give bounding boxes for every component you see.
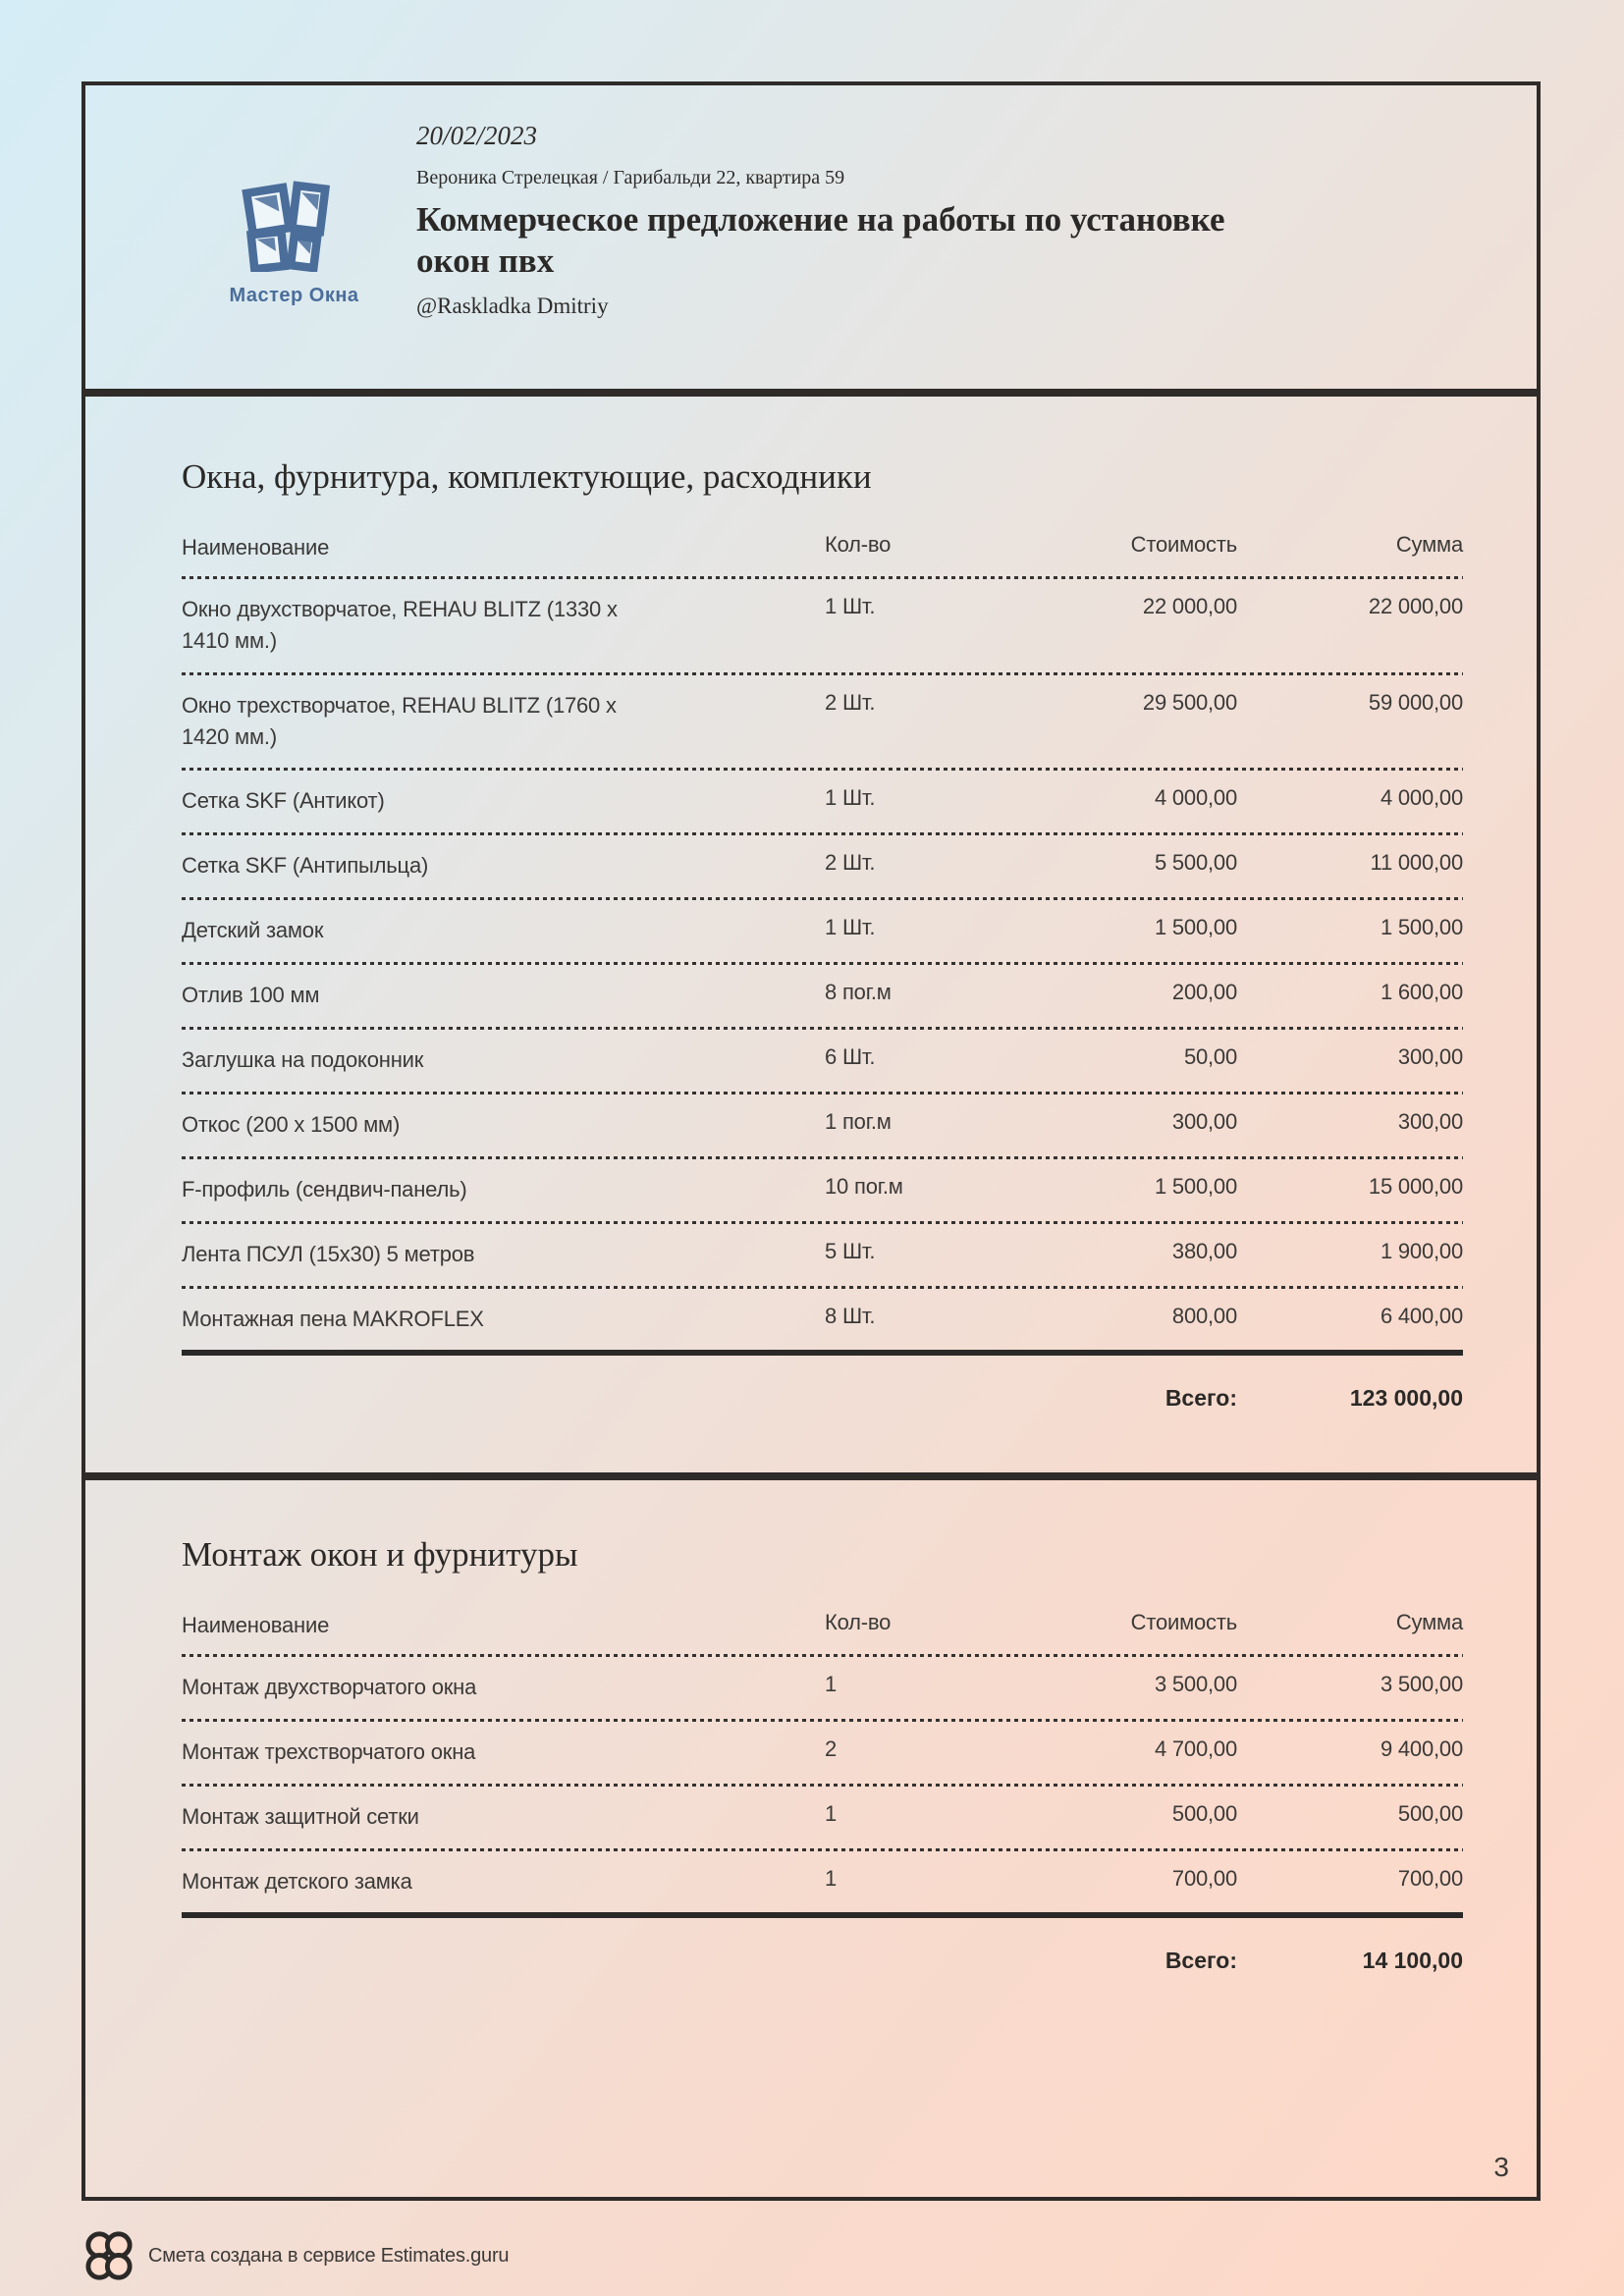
total-value: 14 100,00 <box>1362 1948 1463 1974</box>
table-cell: 1 500,00 <box>1154 915 1237 940</box>
table-cell: Лента ПСУЛ (15х30) 5 метров <box>182 1241 475 1266</box>
table-cell: 700,00 <box>1397 1865 1463 1891</box>
table-cell: Монтажная пена MAKROFLEX <box>182 1306 484 1331</box>
table-row <box>182 579 1463 675</box>
table-cell: 4 000,00 <box>1380 785 1463 811</box>
table-cell: 700,00 <box>1171 1865 1237 1891</box>
table-cell: 22 000,00 <box>1368 593 1463 618</box>
table-cell: 10 пог.м <box>825 1173 903 1199</box>
table-cell: 1 Шт. <box>825 785 876 811</box>
header-right <box>405 121 1497 319</box>
table-cell: 4 700,00 <box>1154 1735 1237 1761</box>
table-row <box>182 900 1463 965</box>
header <box>81 81 1541 393</box>
footer-text: Смета создана в сервисе Estimates.guru <box>148 2244 510 2267</box>
table-cell: 1 Шт. <box>825 915 876 940</box>
total-row <box>182 1948 1463 1974</box>
table-cell: 59 000,00 <box>1368 689 1463 715</box>
master-okna-logo-icon <box>237 178 352 272</box>
table-cell: 380,00 <box>1171 1238 1237 1263</box>
table-cell: 8 пог.м <box>825 980 892 1005</box>
client-info: Вероника Стрелецкая / Гарибальди 22, квартира 59 <box>416 167 845 188</box>
table-cell: 9 400,00 <box>1380 1735 1463 1761</box>
table-cell: Сетка SKF (Антикот) <box>182 788 385 814</box>
column-header: Сумма <box>1395 1610 1463 1634</box>
total-row <box>182 1385 1463 1412</box>
table-cell: 29 500,00 <box>1142 689 1237 715</box>
table-cell: 3 500,00 <box>1380 1671 1463 1696</box>
table-row <box>182 1722 1463 1787</box>
table-row <box>182 965 1463 1030</box>
table-cell: 2 <box>825 1735 838 1761</box>
document-date: 20/02/2023 <box>416 121 538 150</box>
table-cell: 1 <box>825 1671 838 1696</box>
table-cell: Отлив 100 мм <box>182 983 320 1008</box>
column-header: Кол-во <box>825 532 892 557</box>
section-title: Окна, фурнитура, комплектующие, расходники <box>182 457 872 496</box>
table-row <box>182 835 1463 900</box>
total-divider <box>182 1350 1463 1356</box>
estimates-guru-clover-icon <box>83 2230 135 2281</box>
table-cell: Сетка SKF (Антипыльца) <box>182 853 429 879</box>
column-header: Стоимость <box>1130 532 1237 557</box>
table-cell: 4 000,00 <box>1154 785 1237 811</box>
column-header: Наименование <box>182 1613 330 1637</box>
table-cell: 2 Шт. <box>825 850 876 876</box>
table-cell: Монтаж трехстворчатого окна <box>182 1738 476 1764</box>
table-header-row <box>182 1610 1463 1657</box>
table-cell: Окно двухстворчатое, REHAU BLITZ (1330 х 1410 мм.) <box>182 596 618 653</box>
total-label: Всего: <box>1164 1385 1237 1412</box>
table-cell: 22 000,00 <box>1142 593 1237 618</box>
table-cell: 300,00 <box>1171 1108 1237 1134</box>
table-cell: 1 <box>825 1865 838 1891</box>
table-row <box>182 1159 1463 1224</box>
total-divider <box>182 1912 1463 1918</box>
table-cell: Монтаж двухстворчатого окна <box>182 1674 477 1699</box>
table-cell: 6 Шт. <box>825 1044 876 1070</box>
table-cell: F-профиль (сендвич-панель) <box>182 1176 467 1201</box>
brand <box>184 178 405 307</box>
table-cell: 15 000,00 <box>1368 1173 1463 1199</box>
footer <box>81 2230 1624 2281</box>
table-cell: 1 <box>825 1800 838 1826</box>
table-cell: Откос (200 х 1500 мм) <box>182 1111 401 1137</box>
table-cell: 1 пог.м <box>825 1108 892 1134</box>
table-cell: 200,00 <box>1171 980 1237 1005</box>
montage-table <box>182 1610 1463 1912</box>
table-cell: 300,00 <box>1397 1044 1463 1070</box>
table-row <box>182 1095 1463 1159</box>
table-cell: 500,00 <box>1171 1800 1237 1826</box>
table-row <box>182 1030 1463 1095</box>
section-title: Монтаж окон и фурнитуры <box>182 1535 578 1574</box>
table-cell: 1 600,00 <box>1380 980 1463 1005</box>
table-cell: 1 500,00 <box>1154 1173 1237 1199</box>
table-cell: 800,00 <box>1171 1303 1237 1328</box>
table-cell: 8 Шт. <box>825 1303 876 1328</box>
page-number: 3 <box>1493 2152 1509 2182</box>
table-cell: Детский замок <box>182 918 324 943</box>
total-label: Всего: <box>1164 1948 1237 1974</box>
brand-name: Мастер Окна <box>229 285 359 306</box>
table-cell: Заглушка на подоконник <box>182 1047 424 1073</box>
products-table <box>182 532 1463 1350</box>
table-cell: Окно трехстворчатое, REHAU BLITZ (1760 х 1420 мм.) <box>182 692 617 749</box>
table-row <box>182 1657 1463 1722</box>
table-cell: 50,00 <box>1183 1044 1237 1070</box>
column-header: Кол-во <box>825 1610 892 1634</box>
author-handle: @Raskladka Dmitriy <box>416 294 609 318</box>
table-cell: 300,00 <box>1397 1108 1463 1134</box>
column-header: Наименование <box>182 535 330 560</box>
table-row <box>182 1787 1463 1851</box>
table-row <box>182 675 1463 772</box>
column-header: Стоимость <box>1130 1610 1237 1634</box>
table-cell: 1 900,00 <box>1380 1238 1463 1263</box>
total-value: 123 000,00 <box>1349 1385 1463 1412</box>
section-montage <box>81 1476 1541 2201</box>
table-row <box>182 1289 1463 1351</box>
table-cell: 11 000,00 <box>1370 850 1463 876</box>
table-cell: 500,00 <box>1397 1800 1463 1826</box>
table-cell: 5 500,00 <box>1154 850 1237 876</box>
column-header: Сумма <box>1395 532 1463 557</box>
section-products <box>81 393 1541 1476</box>
table-cell: Монтаж защитной сетки <box>182 1803 419 1829</box>
table-cell: 1 Шт. <box>825 593 876 618</box>
table-header-row <box>182 532 1463 579</box>
table-cell: Монтаж детского замка <box>182 1868 412 1894</box>
table-cell: 5 Шт. <box>825 1238 876 1263</box>
table-cell: 3 500,00 <box>1154 1671 1237 1696</box>
table-cell: 6 400,00 <box>1380 1303 1463 1328</box>
table-cell: 1 500,00 <box>1380 915 1463 940</box>
table-cell: 2 Шт. <box>825 689 876 715</box>
table-row <box>182 1851 1463 1913</box>
page-title: Коммерческое предложение на работы по установке окон пвх <box>416 200 1225 280</box>
table-row <box>182 771 1463 835</box>
table-row <box>182 1224 1463 1289</box>
